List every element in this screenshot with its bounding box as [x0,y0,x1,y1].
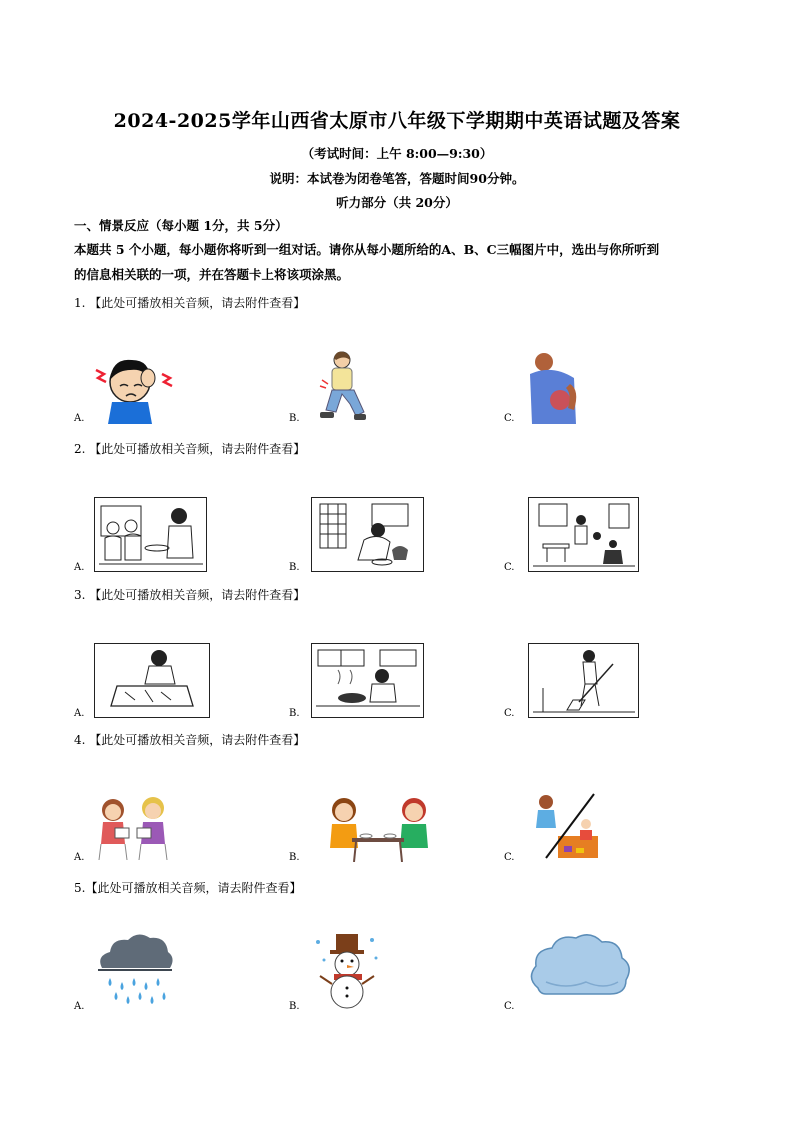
snowman-icon [310,930,382,1010]
q3-option-b[interactable]: B. [289,708,300,719]
cloudy-icon [526,932,632,1004]
eating-friends-icon [322,792,434,862]
question-4-label: 4. 【此处可播放相关音频，请去附件查看】 [74,733,306,747]
q3-option-c[interactable]: C. [504,708,515,719]
q2-option-b[interactable]: B. [289,562,300,573]
q2-option-a[interactable]: A. [74,562,85,573]
q4-option-c[interactable]: C. [504,852,515,863]
section1-heading: 一、情景反应（每小题 1分，共 5分） [74,218,288,233]
q4-option-a[interactable]: A. [74,852,85,863]
cooking-icon [311,643,424,718]
sweeping-floor-icon [528,643,639,718]
back-pain-man-icon [524,350,582,424]
folding-clothes-icon [94,643,210,718]
q2-option-c[interactable]: C. [504,562,515,573]
section1-description: 本题共 5 个小题，每小题你将听到一组对话。请你从每小题所给的A、B、C三幅图片中，选出与你所听到 [74,242,660,257]
q5-option-b[interactable]: B. [289,1001,300,1012]
page-title: 2024-2025学年山西省太原市八年级下学期期中英语试题及答案 [113,110,681,132]
feeding-cat-icon [311,497,424,572]
question-5-label: 5.【此处可播放相关音频，请去附件查看】 [74,881,302,895]
q3-option-a[interactable]: A. [74,708,85,719]
q5-option-a[interactable]: A. [74,1001,85,1012]
q1-option-a[interactable]: A. [74,413,85,424]
section1-description-cont: 的信息相关联的一项，并在答题卡上将该项涂黑。 [74,267,350,282]
question-3-label: 3. 【此处可播放相关音频，请去附件查看】 [74,588,306,602]
question-1-label: 1. 【此处可播放相关音频，请去附件查看】 [74,296,306,310]
q4-option-b[interactable]: B. [289,852,300,863]
headache-boy-icon [90,350,178,424]
messy-room-icon [528,790,600,862]
question-2-label: 2. 【此处可播放相关音频，请去附件查看】 [74,442,306,456]
q1-option-c[interactable]: C. [504,413,515,424]
instructions: 说明：本试卷为闭卷笔答，答题时间90分钟。 [269,171,525,186]
q1-option-b[interactable]: B. [289,413,300,424]
reading-friends-icon [93,790,173,860]
helping-children-icon [528,497,639,572]
listening-part-heading: 听力部分（共 20分） [336,195,458,210]
serving-old-people-icon [94,497,207,572]
q5-option-c[interactable]: C. [504,1001,515,1012]
exam-time: （考试时间：上午 8:00—9:30） [301,146,493,161]
knee-pain-boy-icon [316,350,366,422]
rain-cloud-icon [92,930,176,1010]
